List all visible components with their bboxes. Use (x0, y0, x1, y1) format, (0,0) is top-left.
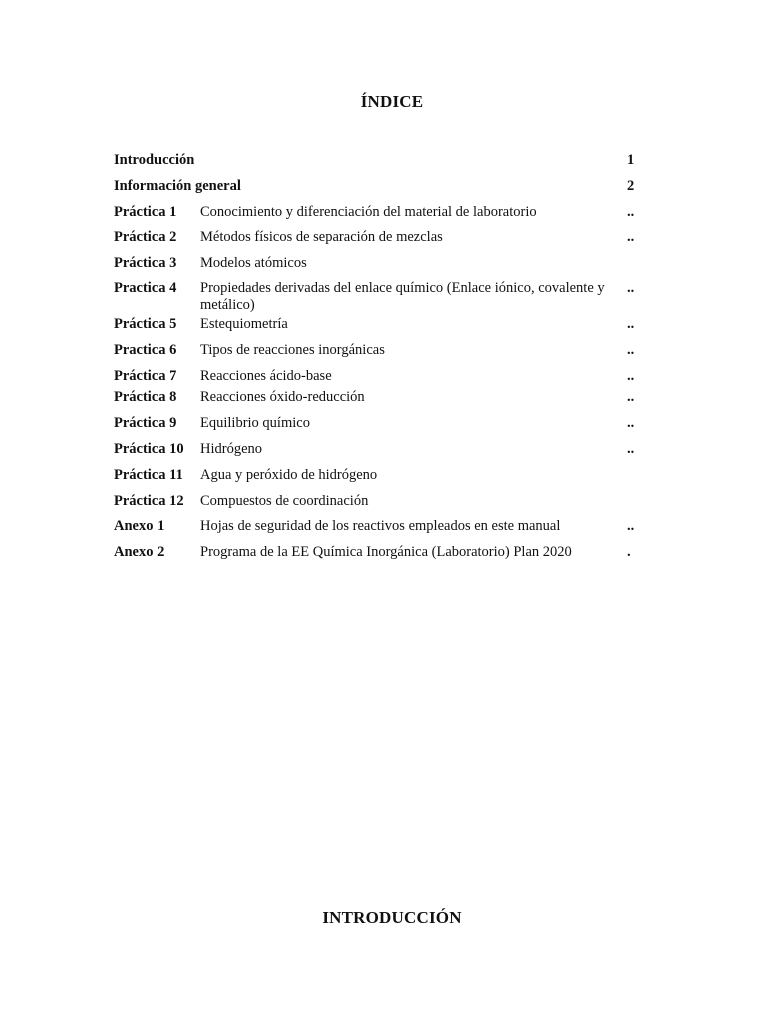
toc-entry-title: Programa de la EE Química Inorgánica (Laboratorio) Plan 2020 (200, 544, 572, 560)
toc-entry-title: Tipos de reacciones inorgánicas (200, 342, 385, 358)
toc-entry-page: .. (627, 342, 635, 358)
toc-entry-label: Práctica 12 (114, 493, 184, 509)
toc-entry-page: 1 (627, 152, 635, 168)
toc-entry-title: Agua y peróxido de hidrógeno (200, 467, 378, 483)
toc-entry-page: .. (627, 441, 635, 457)
toc-entry-label: Práctica 9 (114, 415, 177, 431)
toc-entry-title: Métodos físicos de separación de mezclas (200, 229, 443, 245)
toc-entry-page: .. (627, 280, 635, 296)
toc-entry-page: .. (627, 316, 635, 332)
toc-entry-label: Práctica 10 (114, 441, 184, 457)
toc-entry-page: .. (627, 518, 635, 534)
toc-entry-label: Práctica 11 (114, 467, 183, 483)
toc-entry-title: Equilibrio químico (200, 415, 310, 431)
toc-entry-label: Práctica 5 (114, 316, 177, 332)
toc-entry-page: .. (627, 229, 635, 245)
introduction-heading: INTRODUCCIÓN (322, 908, 462, 927)
toc-entry-title: Hojas de seguridad de los reactivos empleados en este manual (200, 518, 561, 534)
toc-entry-page: .. (627, 204, 635, 220)
toc-entry-title: Reacciones óxido-reducción (200, 389, 365, 405)
toc-entry-page: .. (627, 389, 635, 405)
index-heading: ÍNDICE (360, 92, 424, 111)
toc-entry-label: Práctica 7 (114, 368, 177, 384)
toc-entry-label: Anexo 2 (114, 544, 165, 560)
toc-entry-label: Práctica 1 (114, 204, 177, 220)
toc-entry-title: Hidrógeno (200, 441, 263, 457)
toc-entry-page: .. (627, 415, 635, 431)
toc-entry-label: Anexo 1 (114, 518, 165, 534)
toc-entry-label: Practica 4 (114, 280, 177, 296)
toc-entry-label: Información general (114, 178, 241, 194)
toc-entry-label: Práctica 2 (114, 229, 177, 245)
toc-entry-page: .. (627, 368, 635, 384)
toc-entry-page: 2 (627, 178, 635, 194)
toc-entry-label: Práctica 3 (114, 255, 177, 271)
toc-entry-label: Práctica 8 (114, 389, 177, 405)
toc-entry-label: Introducción (114, 152, 195, 168)
toc-entry-title: Estequiometría (200, 316, 288, 332)
toc-entry-label: Practica 6 (114, 342, 177, 358)
toc-entry-page: . (627, 544, 631, 560)
toc-entry-title: Conocimiento y diferenciación del material de laboratorio (200, 204, 537, 220)
toc-entry-title: Modelos atómicos (200, 255, 307, 271)
toc-entry-title: Reacciones ácido-base (200, 368, 332, 384)
toc-entry-title: Compuestos de coordinación (200, 493, 369, 509)
toc-entry-title: Propiedades derivadas del enlace químico (Enlace iónico, covalente y metálico) (200, 280, 605, 313)
